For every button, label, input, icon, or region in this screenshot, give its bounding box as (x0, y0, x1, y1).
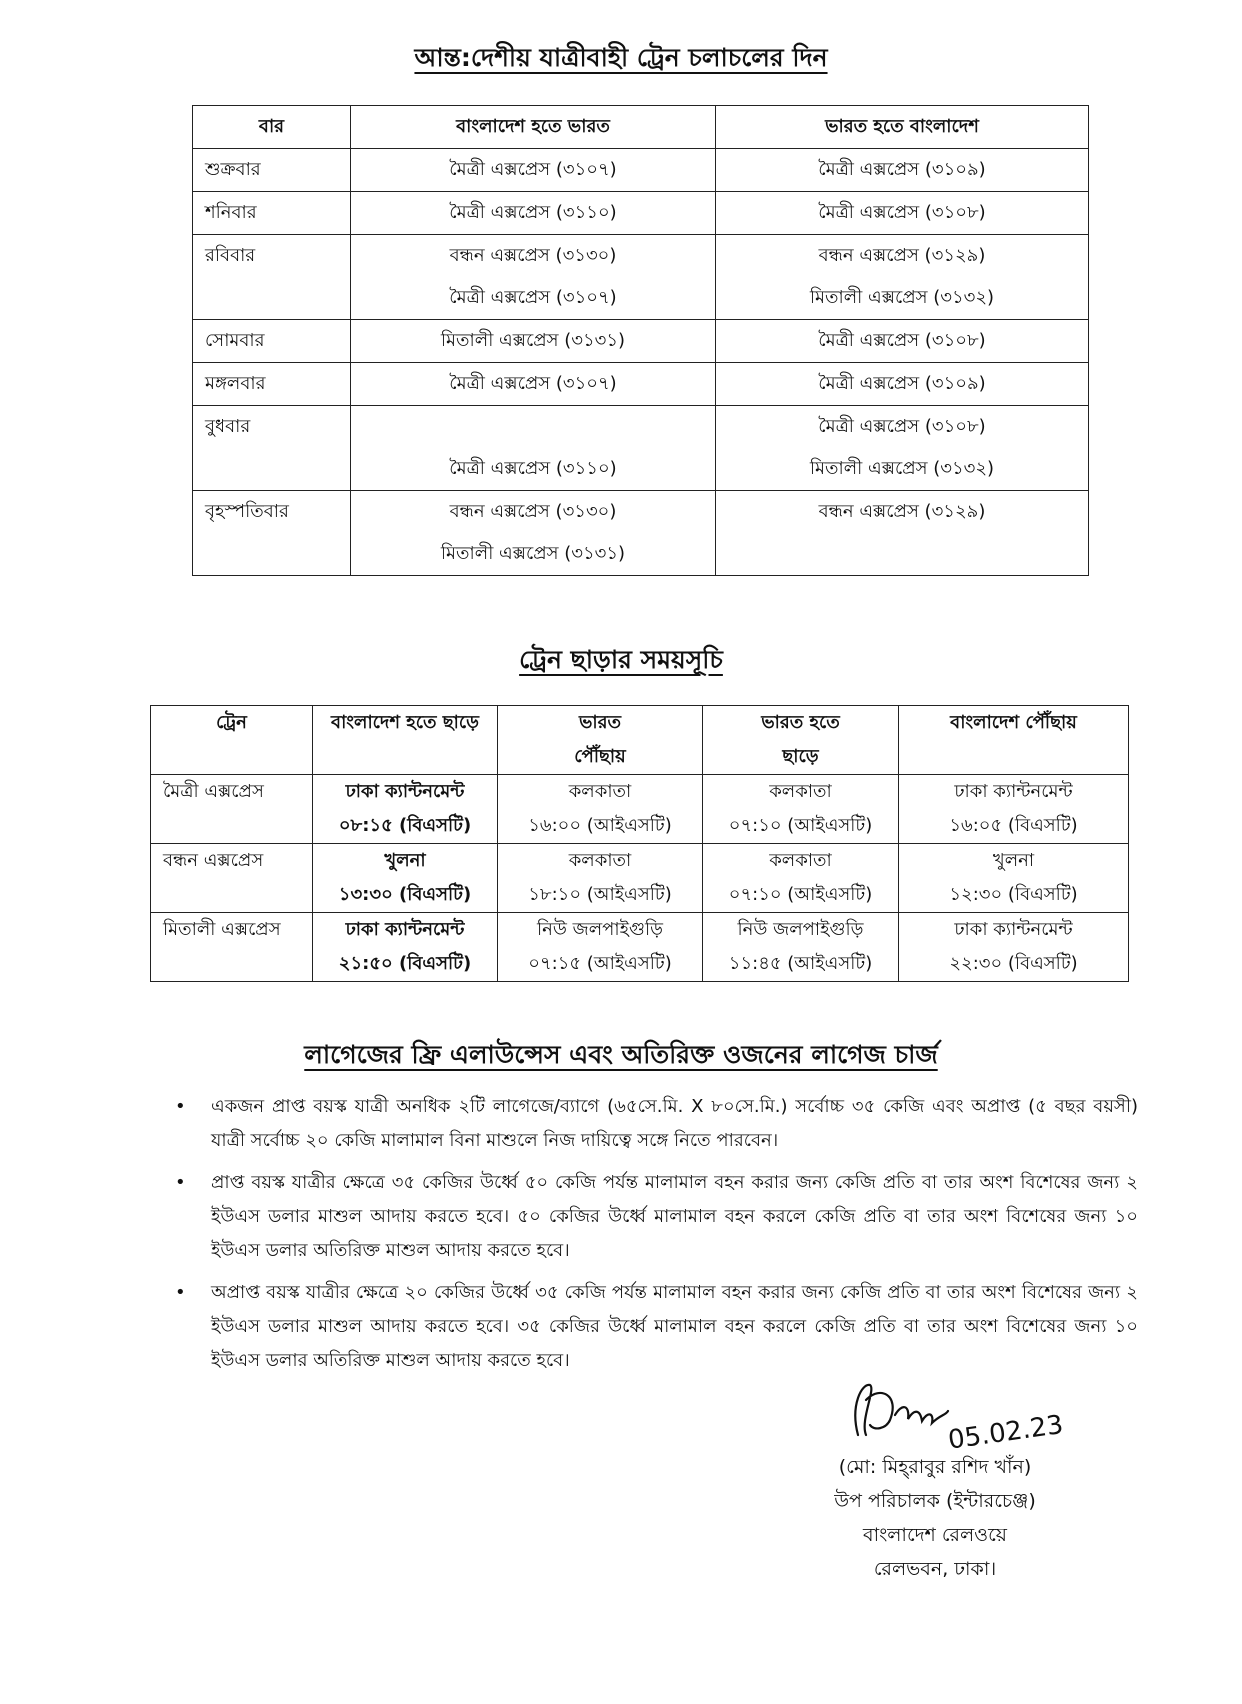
india-arrive-cell: নিউ জলপাইগুড়ি ০৭:১৫ (আইএসটি) (498, 913, 703, 982)
signatory-address: রেলভবন, ঢাকা। (873, 1558, 997, 1580)
table-row (151, 775, 1129, 844)
train-cell: মিতালী এক্সপ্রেস (151, 913, 313, 982)
bd-to-india-cell: মৈত্রী এক্সপ্রেস (৩১০৭) (351, 363, 716, 406)
india-to-bd-cell: মৈত্রী এক্সপ্রেস (৩১০৯) (716, 149, 1089, 192)
header-india-arrive: ভারত পৌঁছায় (498, 706, 703, 775)
india-to-bd-cell: বন্ধন এক্সপ্রেস (৩১২৯) মিতালী এক্সপ্রেস (৩১৩২) (716, 235, 1089, 320)
list-item (175, 1276, 1138, 1378)
bd-depart-cell: ঢাকা ক্যান্টনমেন্ট ০৮:১৫ (বিএসটি) (313, 775, 498, 844)
india-depart-cell: নিউ জলপাইগুড়ি ১১:৪৫ (আইএসটি) (703, 913, 899, 982)
bd-to-india-cell: মৈত্রী এক্সপ্রেস (৩১১০) (351, 192, 716, 235)
bullet-icon: • (175, 1096, 186, 1117)
header-bd-arrive: বাংলাদেশ পৌঁছায় (899, 706, 1129, 775)
day-cell: শনিবার (193, 192, 351, 235)
list-item (175, 1166, 1138, 1268)
bullet-text: প্রাপ্ত বয়স্ক যাত্রীর ক্ষেত্রে ৩৫ কেজির উর্ধ্বে ৫০ কেজি পর্যন্ত মালামাল বহন করার জন্য কেজি প্রতি বা তার অংশ বিশেষের জন্য ২ ইউএস ডলার মাশুল আদায় করতে হবে। ৫০ কেজির উর্ধ্বে মালামাল বহন করলে কেজি প্রতি বা তার অংশ বিশেষের জন্য ১০ ইউএস ডলার অতিরিক্ত মাশুল আদায় করতে হবে। (211, 1172, 1138, 1261)
india-to-bd-cell: মৈত্রী এক্সপ্রেস (৩১০৮) (716, 320, 1089, 363)
day-cell: সোমবার (193, 320, 351, 363)
handwritten-signature (840, 1365, 1070, 1460)
luggage-rules-list (175, 1090, 1138, 1386)
bullet-icon: • (175, 1282, 186, 1303)
running-days-table (192, 105, 1089, 576)
bd-to-india-cell: মৈত্রী এক্সপ্রেস (৩১০৭) (351, 149, 716, 192)
table-row (193, 320, 1089, 363)
schedule-header-row (151, 706, 1129, 775)
india-to-bd-cell: মৈত্রী এক্সপ্রেস (৩১০৮) মিতালী এক্সপ্রেস (৩১৩২) (716, 406, 1089, 491)
india-depart-cell: কলকাতা ০৭:১০ (আইএসটি) (703, 844, 899, 913)
bd-to-india-cell: মিতালী এক্সপ্রেস (৩১৩১) (351, 320, 716, 363)
table-row (151, 844, 1129, 913)
signatory-organization: বাংলাদেশ রেলওয়ে (863, 1524, 1007, 1546)
header-day: বার (193, 106, 351, 149)
list-item (175, 1090, 1138, 1158)
days-heading: আন্ত:দেশীয় যাত্রীবাহী ট্রেন চলাচলের দিন (414, 43, 828, 72)
train-cell: বন্ধন এক্সপ্রেস (151, 844, 313, 913)
header-bd-to-india: বাংলাদেশ হতে ভারত (351, 106, 716, 149)
bullet-text: অপ্রাপ্ত বয়স্ক যাত্রীর ক্ষেত্রে ২০ কেজির উর্ধ্বে ৩৫ কেজি পর্যন্ত মালামাল বহন করার জন্য কেজি প্রতি বা তার অংশ বিশেষের জন্য ২ ইউএস ডলার মাশুল আদায় করতে হবে। ৩৫ কেজির উর্ধ্বে মালামাল বহন করলে কেজি প্রতি বা তার অংশ বিশেষের জন্য ১০ ইউএস ডলার অতিরিক্ত মাশুল আদায় করতে হবে। (211, 1282, 1138, 1371)
india-depart-cell: কলকাতা ০৭:১০ (আইএসটি) (703, 775, 899, 844)
schedule-heading: ট্রেন ছাড়ার সময়সূচি (519, 645, 723, 674)
signature-date: 05.02.23 (946, 1409, 1066, 1456)
day-cell: শুক্রবার (193, 149, 351, 192)
bd-depart-cell: খুলনা ১৩:৩০ (বিএসটি) (313, 844, 498, 913)
bd-to-india-cell: বন্ধন এক্সপ্রেস (৩১৩০) মিতালী এক্সপ্রেস (৩১৩১) (351, 491, 716, 576)
bd-to-india-cell: বন্ধন এক্সপ্রেস (৩১৩০) মৈত্রী এক্সপ্রেস (৩১০৭) (351, 235, 716, 320)
day-cell: মঙ্গলবার (193, 363, 351, 406)
bd-arrive-cell: ঢাকা ক্যান্টনমেন্ট ২২:৩০ (বিএসটি) (899, 913, 1129, 982)
day-cell: রবিবার (193, 235, 351, 320)
day-cell: বৃহস্পতিবার (193, 491, 351, 576)
signatory-block (780, 1450, 1090, 1586)
days-header-row (193, 106, 1089, 149)
india-arrive-cell: কলকাতা ১৮:১০ (আইএসটি) (498, 844, 703, 913)
bd-arrive-cell: খুলনা ১২:৩০ (বিএসটি) (899, 844, 1129, 913)
table-row (193, 149, 1089, 192)
departure-schedule-table (150, 705, 1129, 982)
bd-to-india-cell: মৈত্রী এক্সপ্রেস (৩১১০) (351, 406, 716, 491)
table-row (193, 363, 1089, 406)
luggage-heading: লাগেজের ফ্রি এলাউন্সেস এবং অতিরিক্ত ওজনের লাগেজ চার্জ (304, 1040, 938, 1069)
day-cell: বুধবার (193, 406, 351, 491)
table-row (193, 491, 1089, 576)
india-to-bd-cell: বন্ধন এক্সপ্রেস (৩১২৯) (716, 491, 1089, 576)
signatory-designation: উপ পরিচালক (ইন্টারচেঞ্জ) (834, 1490, 1036, 1512)
india-to-bd-cell: মৈত্রী এক্সপ্রেস (৩১০৮) (716, 192, 1089, 235)
train-cell: মৈত্রী এক্সপ্রেস (151, 775, 313, 844)
india-to-bd-cell: মৈত্রী এক্সপ্রেস (৩১০৯) (716, 363, 1089, 406)
table-row (151, 913, 1129, 982)
india-arrive-cell: কলকাতা ১৬:০০ (আইএসটি) (498, 775, 703, 844)
bd-arrive-cell: ঢাকা ক্যান্টনমেন্ট ১৬:০৫ (বিএসটি) (899, 775, 1129, 844)
table-row (193, 406, 1089, 491)
header-india-depart: ভারত হতে ছাড়ে (703, 706, 899, 775)
bd-depart-cell: ঢাকা ক্যান্টনমেন্ট ২১:৫০ (বিএসটি) (313, 913, 498, 982)
bullet-icon: • (175, 1172, 186, 1193)
table-row (193, 192, 1089, 235)
header-train: ট্রেন (151, 706, 313, 775)
header-bd-depart: বাংলাদেশ হতে ছাড়ে (313, 706, 498, 775)
signatory-name: (মো: মিহ্‌রাবুর রশিদ খাঁন) (838, 1456, 1032, 1478)
bullet-text: একজন প্রাপ্ত বয়স্ক যাত্রী অনধিক ২টি লাগেজে/ব্যাগে (৬৫সে.মি. X ৮০সে.মি.) সর্বোচ্চ ৩৫ কেজি এবং অপ্রাপ্ত (৫ বছর বয়সী) যাত্রী সর্বোচ্চ ২০ কেজি মালামাল বিনা মাশুলে নিজ দায়িত্বে সঙ্গে নিতে পারবেন। (211, 1096, 1138, 1151)
table-row (193, 235, 1089, 320)
header-india-to-bd: ভারত হতে বাংলাদেশ (716, 106, 1089, 149)
